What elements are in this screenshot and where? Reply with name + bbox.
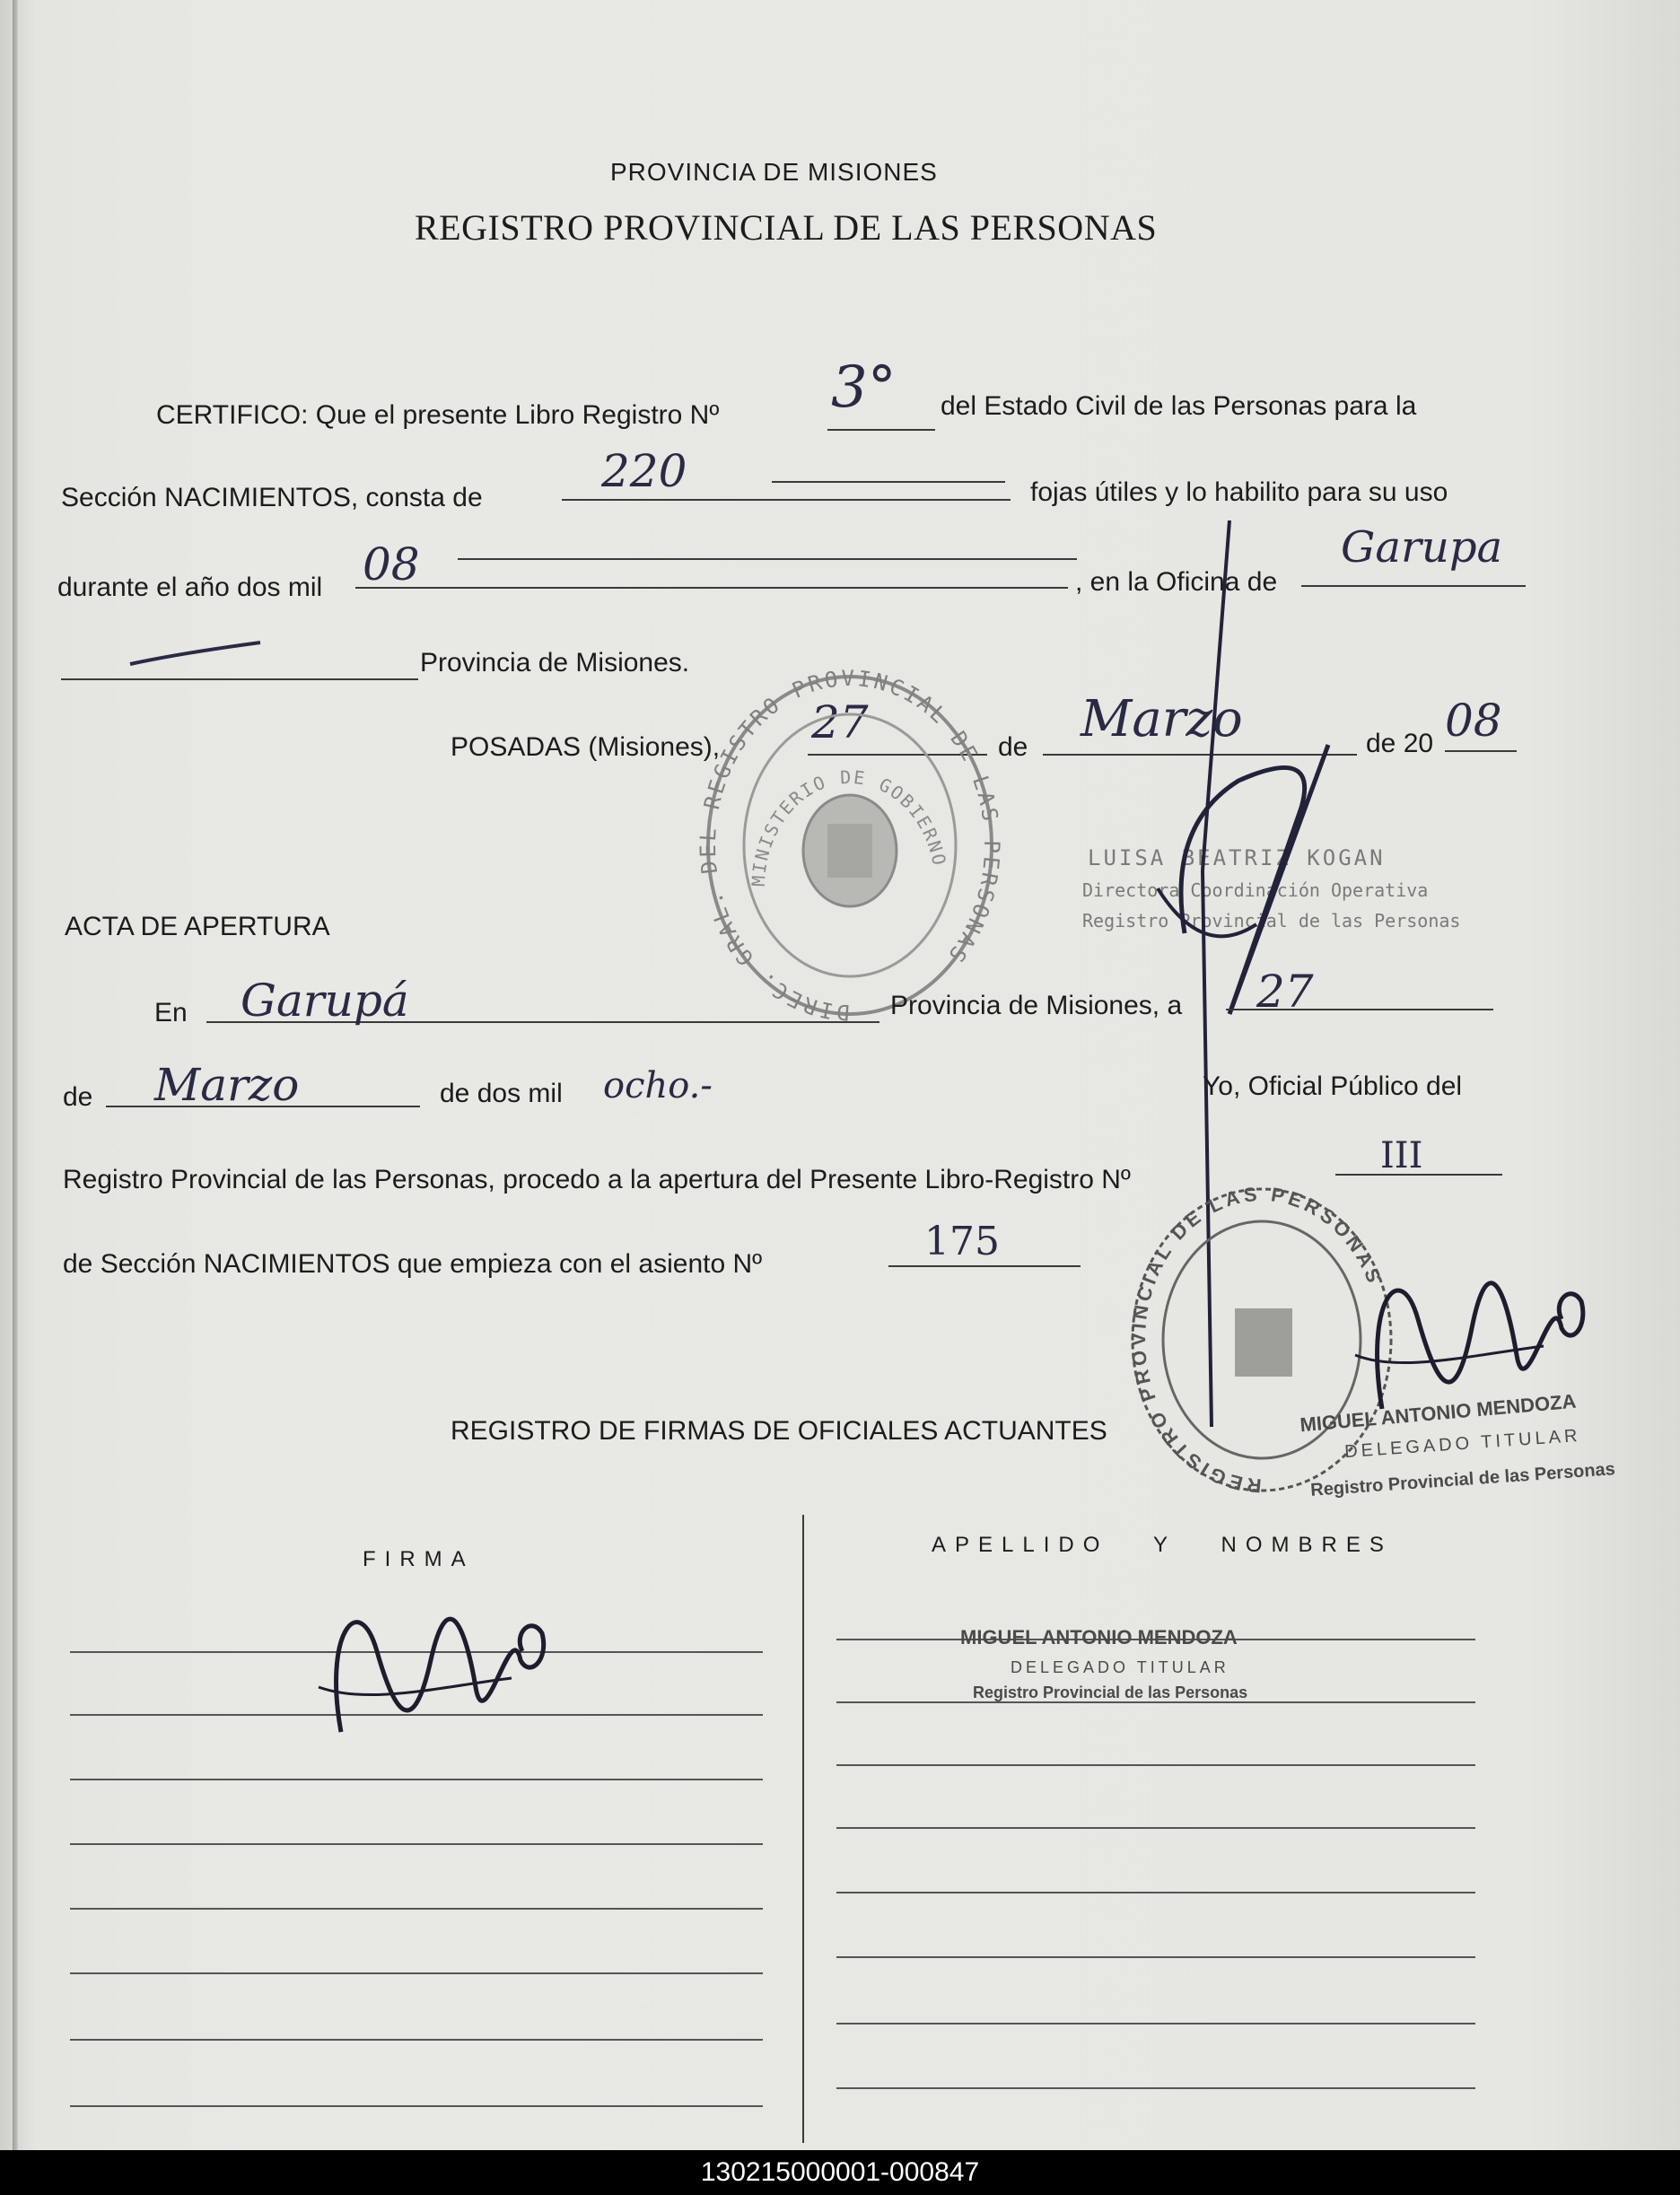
entry-stamp-role: DELEGADO TITULAR — [1011, 1658, 1229, 1676]
cert-line2-underline — [562, 499, 1011, 501]
cert-line3-underline — [355, 587, 1068, 589]
cert-day-handwritten: 27 — [811, 696, 869, 748]
firma-line — [70, 1843, 763, 1845]
col-firma-header: FIRMA — [363, 1547, 475, 1571]
director-stamp-role: Directora Coordinación Operativa — [1082, 879, 1429, 901]
seal1-ring-text: DIREC. GRAL. DEL REGISTRO PROVINCIAL DE LAS PERSONAS — [695, 665, 1005, 1026]
acta-heading: ACTA DE APERTURA — [65, 912, 330, 941]
cert-line2-text-a: Sección NACIMIENTOS, consta de — [61, 483, 483, 512]
cert-libro-number-handwritten: 3° — [831, 354, 897, 421]
firma-line — [70, 1972, 763, 1974]
firma-line — [70, 2105, 763, 2107]
entry-stamp-name: MIGUEL ANTONIO MENDOZA — [960, 1626, 1238, 1648]
cert-line3-text-a: durante el año dos mil — [57, 573, 323, 602]
acta-seccion-underline — [888, 1265, 1081, 1267]
ministry-seal — [695, 662, 1005, 1026]
cert-line3-handline — [458, 558, 1077, 560]
binding-edge — [13, 0, 18, 2150]
acta-de-label: de — [63, 1082, 93, 1112]
firma-line — [70, 1779, 763, 1780]
acta-procede-label: Registro Provincial de las Personas, procedo a la apertura del Presente Libro-Registro Nº — [63, 1165, 1131, 1194]
acta-prov-handwritten: 27 — [1256, 966, 1314, 1018]
firmas-heading: REGISTRO DE FIRMAS DE OFICIALES ACTUANTES — [451, 1416, 1107, 1446]
acta-seccion-handwritten: 175 — [924, 1219, 1000, 1264]
cert-line4-underline — [61, 678, 418, 680]
delegado-stamp-role: DELEGADO TITULAR — [1343, 1425, 1582, 1463]
entry-stamp-org: Registro Provincial de las Personas — [973, 1683, 1248, 1701]
cert-fojas-handwritten: 220 — [601, 445, 687, 497]
province-title: PROVINCIA DE MISIONES — [610, 158, 938, 186]
nombre-line — [836, 1892, 1475, 1893]
document-id-footer: 130215000001-000847 — [0, 2150, 1680, 2195]
nombre-line — [836, 2023, 1475, 2024]
cert-month-handwritten: Marzo — [1081, 690, 1243, 748]
delegado-stamp-name: MIGUEL ANTONIO MENDOZA — [1299, 1389, 1578, 1437]
acta-en-label: En — [154, 998, 188, 1028]
cert-year-handwritten: 08 — [363, 538, 420, 590]
cert-line5-text-a: POSADAS (Misiones), — [451, 732, 721, 762]
nombre-line — [836, 1827, 1475, 1829]
nombre-line — [836, 2087, 1475, 2089]
cert-line5-year-prefix: de 20 — [1366, 729, 1434, 758]
nombre-line — [836, 1956, 1475, 1958]
cert-line2-text-b: fojas útiles y lo habilito para su uso — [1030, 477, 1448, 507]
cert-line5-de: de — [998, 732, 1028, 762]
acta-prov-label: Provincia de Misiones, a — [890, 991, 1183, 1020]
col-nombres-header: APELLIDO Y NOMBRES — [932, 1533, 1393, 1557]
acta-de-handwritten: Marzo — [154, 1059, 300, 1111]
entry-signature — [314, 1588, 565, 1750]
acta-procede-handwritten: III — [1380, 1135, 1423, 1176]
acta-dosmil-handwritten: ocho.- — [603, 1065, 713, 1106]
nombre-line — [836, 1764, 1475, 1766]
firma-line — [70, 2039, 763, 2041]
cert-year2-underline — [1445, 750, 1517, 752]
column-divider — [802, 1515, 804, 2143]
acta-dosmil-label: de dos mil — [440, 1079, 563, 1108]
cert-line1-underline — [827, 429, 935, 431]
cert-line1-text-b: del Estado Civil de las Personas para la — [941, 391, 1417, 421]
seal1-inner-text: MINISTERIO DE GOBIERNO — [747, 765, 951, 888]
cert-line1-text-a: CERTIFICO: Que el presente Libro Registro Nº — [156, 400, 720, 430]
seal2-ring-text: REGISTRO PROVINCIAL DE LAS PERSONAS — [1126, 1182, 1387, 1498]
acta-seccion-label: de Sección NACIMIENTOS que empieza con el asiento Nº — [63, 1249, 763, 1279]
director-stamp-name: LUISA BEATRIZ KOGAN — [1088, 845, 1386, 870]
cert-year2-handwritten: 08 — [1445, 695, 1502, 747]
cert-line4-dash-mark — [126, 635, 269, 671]
firma-line — [70, 1908, 763, 1910]
acta-en-handwritten: Garupá — [241, 975, 409, 1027]
cert-line4-text: Provincia de Misiones. — [420, 648, 690, 678]
acta-yo-label: Yo, Oficial Público del — [1203, 1071, 1463, 1101]
cert-line2-handline — [772, 481, 1005, 483]
registry-title: REGISTRO PROVINCIAL DE LAS PERSONAS — [415, 207, 1158, 248]
delegado-stamp-org: Registro Provincial de las Personas — [1309, 1459, 1616, 1500]
cert-oficina-handwritten: Garupa — [1341, 522, 1503, 573]
cert-line3-text-b: , en la Oficina de — [1075, 567, 1278, 597]
director-stamp-org: Registro Provincial de las Personas — [1082, 910, 1461, 931]
